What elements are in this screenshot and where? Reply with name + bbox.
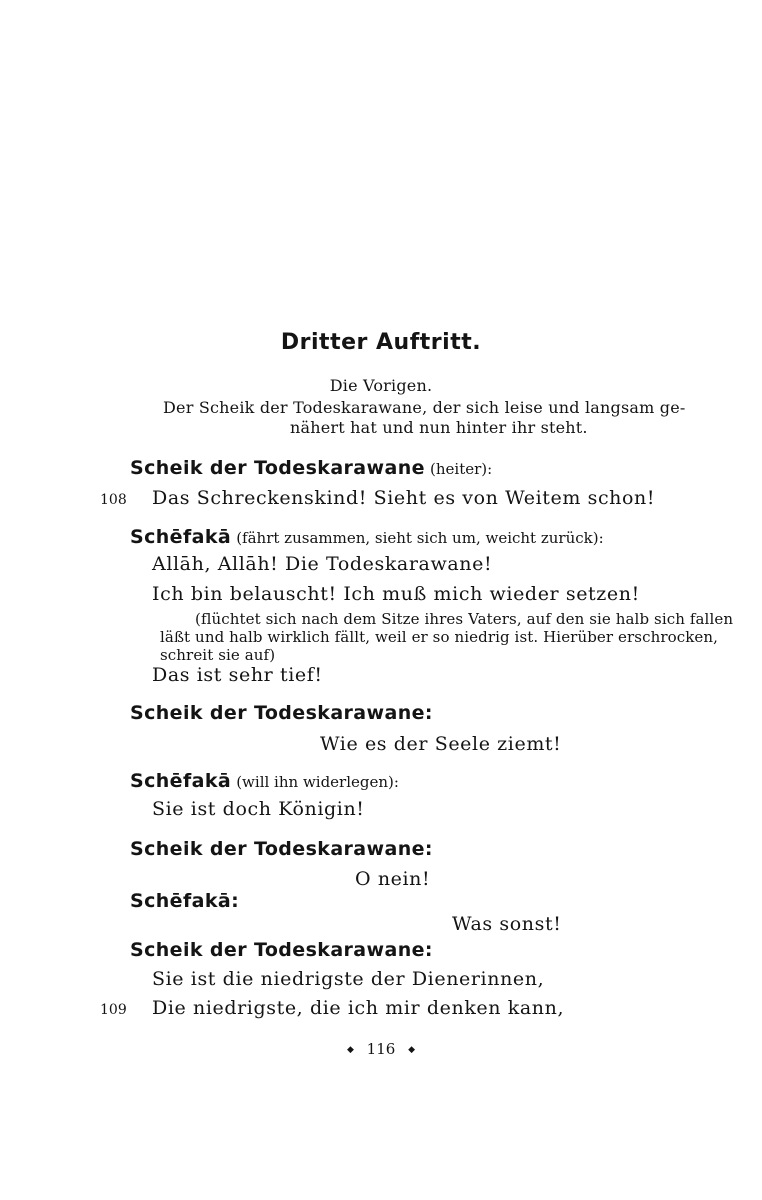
- speaker-heading: [130, 457, 492, 479]
- stage-direction-intro-1: Der Scheik der Todeskarawane, der sich leise und langsam ge-: [163, 398, 686, 417]
- verse-line: Sie ist doch Königin!: [152, 798, 365, 820]
- verse-line: Das ist sehr tief!: [152, 664, 323, 686]
- speaker-heading: Scheik der Todeskarawane:: [130, 838, 433, 860]
- stage-direction: läßt und halb wirklich fällt, weil er so niedrig ist. Hierüber erschrocken,: [160, 628, 719, 646]
- page-number: 116: [366, 1040, 396, 1058]
- speaker-name: Scheik der Todeskarawane: [130, 457, 425, 479]
- speaker-direction: (will ihn widerlegen):: [236, 773, 399, 791]
- speaker-name: Schēfakā: [130, 770, 232, 792]
- speaker-heading: Schēfakā:: [130, 890, 240, 912]
- verse-line: Was sonst!: [452, 913, 562, 935]
- scene-title: Dritter Auftritt.: [280, 330, 482, 355]
- line-number: 109: [100, 1002, 127, 1018]
- speaker-heading: Scheik der Todeskarawane:: [130, 939, 433, 961]
- ornament-right-icon: ◆: [408, 1045, 416, 1055]
- speaker-name: Schēfakā: [130, 526, 232, 548]
- verse-line: Allāh, Allāh! Die Todeskarawane!: [152, 553, 493, 575]
- speaker-heading: [130, 770, 399, 792]
- verse-line: Sie ist die niedrigste der Dienerinnen,: [152, 968, 545, 990]
- speaker-direction: (fährt zusammen, sieht sich um, weicht zurück):: [236, 529, 604, 547]
- speaker-heading: Scheik der Todeskarawane:: [130, 702, 433, 724]
- verse-line: Ich bin belauscht! Ich muß mich wieder setzen!: [152, 583, 640, 605]
- verse-line: Die niedrigste, die ich mir denken kann,: [152, 997, 565, 1019]
- verse-line: Wie es der Seele ziemt!: [320, 733, 562, 755]
- speaker-direction: (heiter):: [430, 460, 493, 478]
- line-number: 108: [100, 492, 127, 508]
- verse-line: Das Schreckenskind! Sieht es von Weitem schon!: [152, 487, 656, 509]
- speaker-heading: [130, 526, 604, 548]
- ornament-left-icon: ◆: [346, 1045, 354, 1055]
- page-footer: [0, 1040, 762, 1058]
- stage-direction-intro-2: nähert hat und nun hinter ihr steht.: [290, 418, 588, 437]
- stage-direction: schreit sie auf): [160, 646, 276, 664]
- stage-direction: (flüchtet sich nach dem Sitze ihres Vaters, auf den sie halb sich fallen: [195, 610, 734, 628]
- dramatis-personae: Die Vorigen.: [329, 376, 433, 395]
- verse-line: O nein!: [355, 868, 431, 890]
